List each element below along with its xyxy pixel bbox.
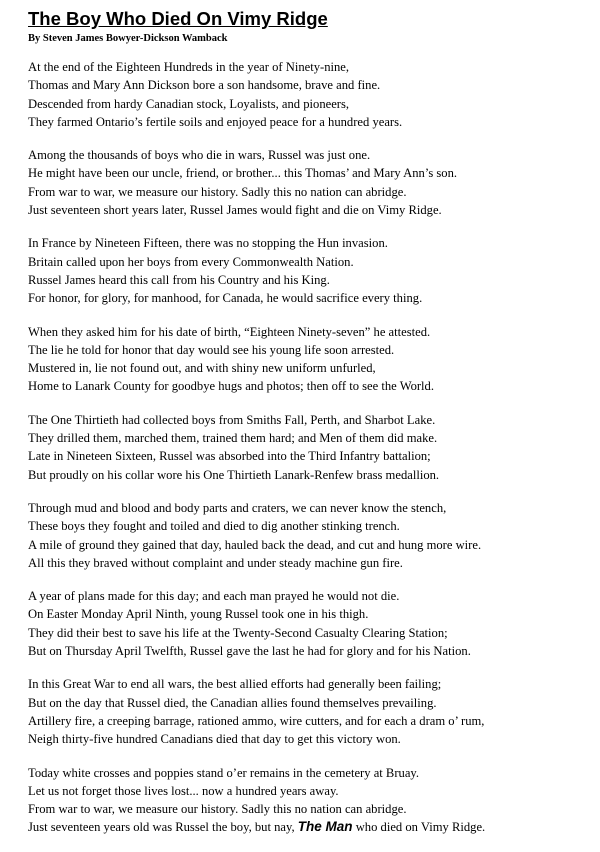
poem-line: When they asked him for his date of birth, “Eighteen Ninety-seven” he attested. <box>28 324 431 339</box>
poem-stanza <box>28 146 593 219</box>
poem-line: They farmed Ontario’s fertile soils and enjoyed peace for a hundred years. <box>28 114 403 129</box>
poem-line: Today white crosses and poppies stand o’er remains in the cemetery at Bruay. <box>28 765 420 780</box>
poem-emphasis-the-man: The Man <box>297 819 353 835</box>
poem-line: In this Great War to end all wars, the best allied efforts had generally been failing; <box>28 677 442 692</box>
poem-stanza-final <box>28 764 593 837</box>
poem-line: The lie he told for honor that day would see his young life soon arrested. <box>28 342 395 357</box>
poem-line: A year of plans made for this day; and each man prayed he would not die. <box>28 589 400 604</box>
poem-stanza <box>28 58 593 131</box>
poem-line: Mustered in, lie not found out, and with shiny new uniform unfurled, <box>28 361 376 376</box>
poem-line: He might have been our uncle, friend, or brother... this Thomas’ and Mary Ann’s son. <box>28 166 458 181</box>
poem-line: All this they braved without complaint and under steady machine gun fire. <box>28 555 403 570</box>
poem-line: Russel James heard this call from his Country and his King. <box>28 272 330 287</box>
poem-line: For honor, for glory, for manhood, for Canada, he would sacrifice every thing. <box>28 291 423 306</box>
poem-title: The Boy Who Died On Vimy Ridge <box>28 8 328 29</box>
poem-stanza <box>28 411 593 484</box>
poem-line: Just seventeen short years later, Russel James would fight and die on Vimy Ridge. <box>28 203 442 218</box>
poem-line: Through mud and blood and body parts and craters, we can never know the stench, <box>28 500 447 515</box>
poem-line: Descended from hardy Canadian stock, Loyalists, and pioneers, <box>28 96 350 111</box>
poem-last-line-end: who died on Vimy Ridge. <box>352 820 486 835</box>
poem-stanza <box>28 587 593 660</box>
poem-line: These boys they fought and toiled and died to dig another stinking trench. <box>28 519 400 534</box>
poem-line: A mile of ground they gained that day, hauled back the dead, and cut and hung more wire. <box>28 537 482 552</box>
poem-line: But on Thursday April Twelfth, Russel gave the last he had for glory and for his Nation. <box>28 644 471 659</box>
poem-stanza <box>28 323 593 396</box>
poem-line: At the end of the Eighteen Hundreds in the year of Ninety-nine, <box>28 60 350 74</box>
poem-last-line-start: Just seventeen years old was Russel the boy, but nay, <box>28 820 298 835</box>
poem-line: The One Thirtieth had collected boys from Smiths Fall, Perth, and Sharbot Lake. <box>28 412 436 427</box>
poem-line: Neigh thirty-five hundred Canadians died that day to get this victory won. <box>28 732 401 747</box>
poem-last-line <box>28 818 593 836</box>
poem-line: But on the day that Russel died, the Canadian allies found themselves prevailing. <box>28 695 437 710</box>
poem-line: They did their best to save his life at the Twenty-Second Casualty Clearing Station; <box>28 625 448 640</box>
poem-line: But proudly on his collar wore his One Thirtieth Lanark-Renfew brass medallion. <box>28 467 440 482</box>
poem-stanza <box>28 675 593 748</box>
poem-line: They drilled them, marched them, trained them hard; and Men of them did make. <box>28 431 438 446</box>
poem-line: In France by Nineteen Fifteen, there was no stopping the Hun invasion. <box>28 236 388 251</box>
poem-line: Late in Nineteen Sixteen, Russel was absorbed into the Third Infantry battalion; <box>28 449 431 464</box>
poem-line: Let us not forget those lives lost... now a hundred years away. <box>28 783 339 798</box>
poem-line: Britain called upon her boys from every Commonwealth Nation. <box>28 254 354 269</box>
poem-line: From war to war, we measure our history. Sadly this no nation can abridge. <box>28 802 407 817</box>
poem-line: Among the thousands of boys who die in wars, Russel was just one. <box>28 148 371 163</box>
poem-line: Home to Lanark County for goodbye hugs and photos; then off to see the World. <box>28 379 435 394</box>
poem-line: Thomas and Mary Ann Dickson bore a son handsome, brave and fine. <box>28 78 381 93</box>
poem-line: On Easter Monday April Ninth, young Russel took one in his thigh. <box>28 607 369 622</box>
poem-line: From war to war, we measure our history. Sadly this no nation can abridge. <box>28 184 407 199</box>
poem-author: By Steven James Bowyer-Dickson Wamback <box>28 33 228 44</box>
poem-page <box>28 6 593 852</box>
poem-stanza <box>28 234 593 307</box>
poem-line: Artillery fire, a creeping barrage, rationed ammo, wire cutters, and for each a dram o’ rum, <box>28 713 485 728</box>
poem-body <box>28 58 593 837</box>
poem-stanza <box>28 499 593 572</box>
